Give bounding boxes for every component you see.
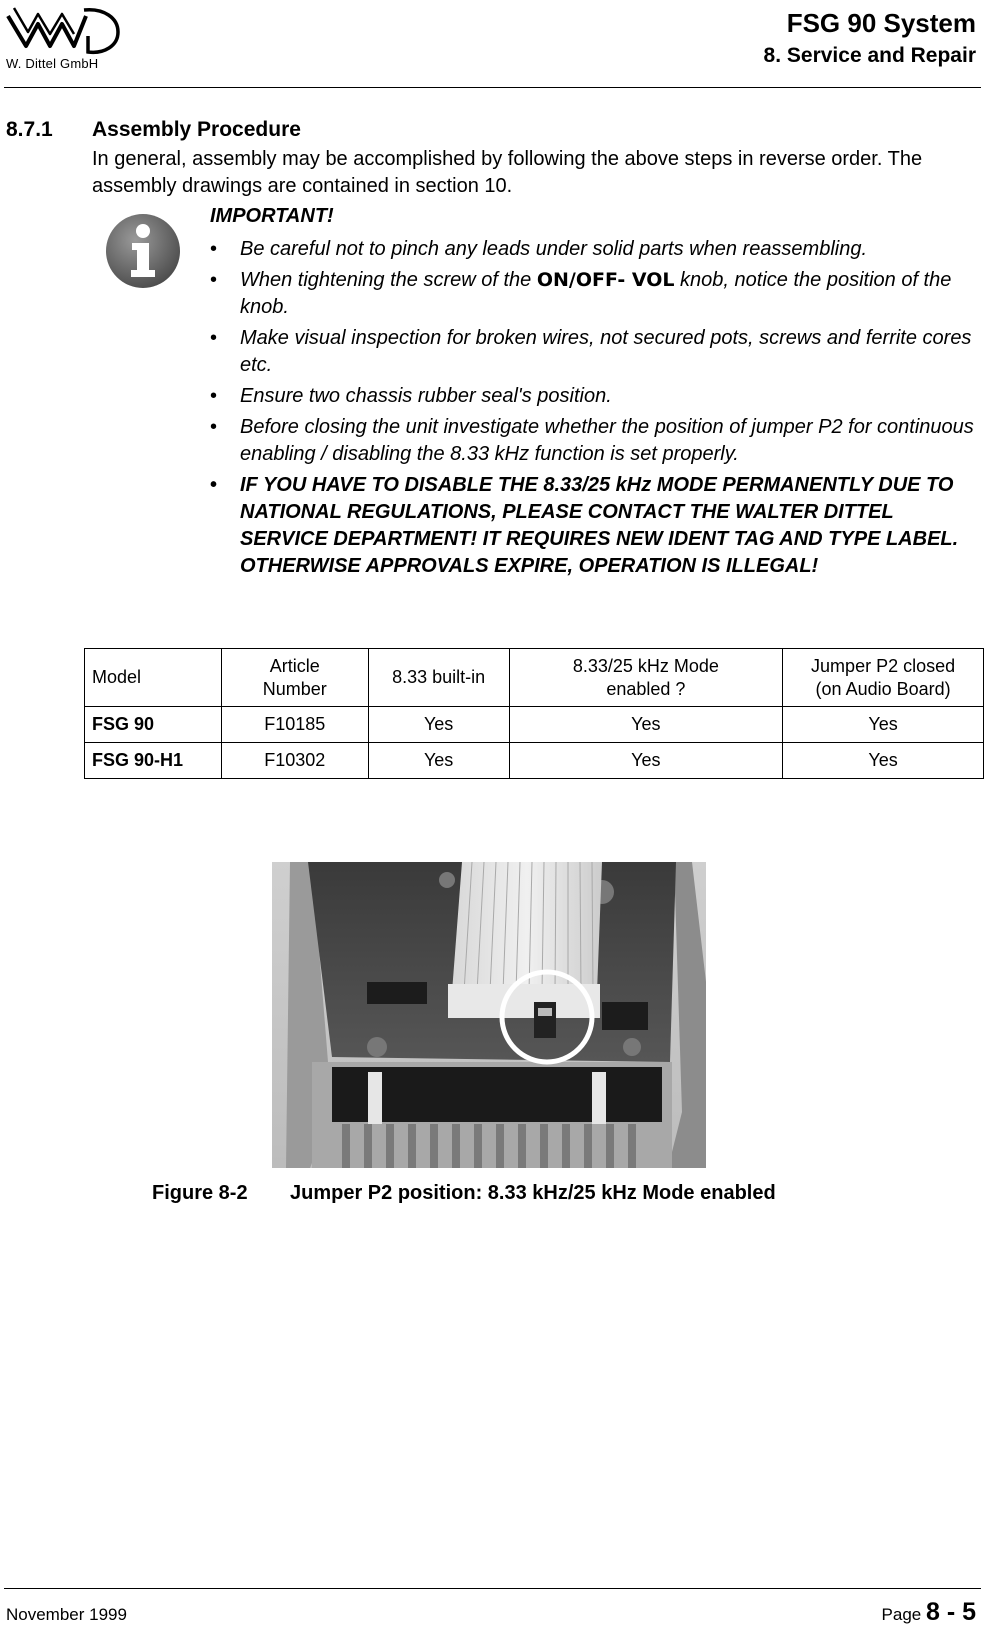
list-item-text: Before closing the unit investigate whether the position of jumper P2 for continuous enabling / disabling the 8.33 kHz function is set properly. [240, 416, 974, 465]
header-jumper: Jumper P2 closed (on Audio Board) [783, 649, 984, 707]
table-row [85, 743, 984, 779]
list-item [210, 267, 980, 321]
table-row [85, 707, 984, 743]
list-item [210, 383, 980, 410]
list-item-text: Ensure two chassis rubber seal's position. [240, 385, 612, 407]
cell-model: FSG 90-H1 [85, 743, 222, 779]
cell-builtin: Yes [368, 707, 509, 743]
list-item-text: knob, notice the position of the knob. [240, 269, 952, 318]
table-header-row [85, 649, 984, 707]
page-prefix: Page [881, 1605, 922, 1624]
chapter-title: 8. Service and Repair [763, 44, 976, 67]
list-item [210, 325, 980, 379]
knob-name: ON/OFF- VOL [536, 269, 675, 291]
page-value: 8 - 5 [925, 1598, 976, 1626]
page-number [882, 1598, 976, 1627]
list-item-text: IF YOU HAVE TO DISABLE THE 8.33/25 kHz MODE PERMANENTLY DUE TO NATIONAL REGULATIONS, PLEASE CONTACT THE WALTER DITTEL SERVICE DEPARTMENT! IT REQUIRES NEW IDENT TAG AND TYPE LABEL. OTHERWISE APPROVALS EXPIRE, OPERATION IS ILLEGAL! [240, 474, 959, 577]
cell-article: F10302 [221, 743, 368, 779]
section-number: 8.7.1 [6, 118, 53, 141]
header-rule [4, 87, 981, 88]
list-item [210, 414, 980, 468]
footer-date: November 1999 [6, 1605, 127, 1624]
list-item-text: When tightening the screw of the [240, 269, 537, 291]
important-heading: IMPORTANT! [210, 205, 334, 227]
info-icon [104, 212, 182, 290]
bullet-glyph: • [210, 416, 218, 438]
list-item [210, 472, 980, 580]
cell-article: F10185 [221, 707, 368, 743]
bullet-glyph: • [210, 474, 218, 496]
header-mode: 8.33/25 kHz Mode enabled ? [509, 649, 783, 707]
figure-label: Figure 8-2 [152, 1182, 248, 1204]
circuit-board-photo [272, 862, 706, 1168]
list-item [210, 236, 980, 263]
cell-mode: Yes [509, 743, 783, 779]
header-model: Model [85, 649, 222, 707]
cell-builtin: Yes [368, 743, 509, 779]
document-title: FSG 90 System [786, 8, 976, 38]
bullet-glyph: • [210, 385, 218, 407]
bullet-glyph: • [210, 327, 218, 349]
section-title: Assembly Procedure [92, 118, 301, 141]
list-item-text: Make visual inspection for broken wires, not secured pots, screws and ferrite cores etc. [240, 327, 972, 376]
important-list [210, 236, 980, 584]
cell-jumper: Yes [783, 743, 984, 779]
header-builtin: 8.33 built-in [368, 649, 509, 707]
list-item-text: Be careful not to pinch any leads under solid parts when reassembling. [240, 238, 868, 260]
header-article: Article Number [221, 649, 368, 707]
model-table [84, 648, 984, 779]
cell-mode: Yes [509, 707, 783, 743]
company-name: W. Dittel GmbH [6, 56, 99, 71]
figure-caption: Jumper P2 position: 8.33 kHz/25 kHz Mode enabled [290, 1182, 776, 1204]
cell-jumper: Yes [783, 707, 984, 743]
footer-rule [4, 1588, 981, 1589]
bullet-glyph: • [210, 269, 218, 291]
cell-model: FSG 90 [85, 707, 222, 743]
bullet-glyph: • [210, 238, 218, 260]
intro-paragraph: In general, assembly may be accomplished by following the above steps in reverse order. The assembly drawings are contained in section 10. [92, 148, 923, 197]
